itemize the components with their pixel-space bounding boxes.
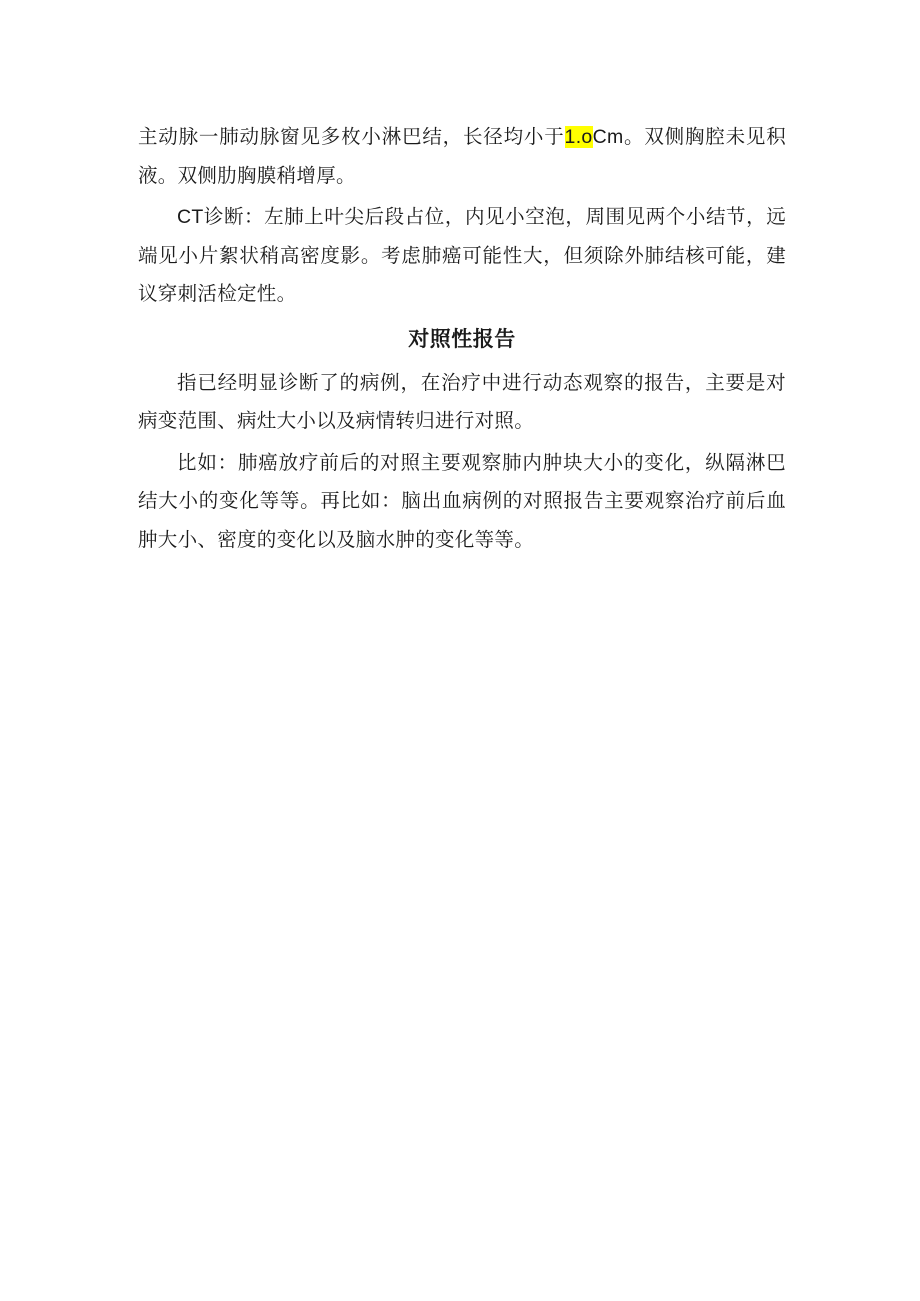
ct-label: CT (177, 206, 204, 228)
paragraph-ct-findings (138, 118, 786, 195)
diagnosis-text: 诊断：左肺上叶尖后段占位，内见小空泡，周围见两个小结节，远端见小片絮状稍高密度影。考虑肺癌可能性大，但须除外肺结核可能，建议穿刺活检定性。 (138, 205, 786, 305)
unit-text: Cm (592, 126, 624, 148)
paragraph-examples: 比如：肺癌放疗前后的对照主要观察肺内肿块大小的变化，纵隔淋巴结大小的变化等等。再比如：脑出血病例的对照报告主要观察治疗前后血肿大小、密度的变化以及脑水肿的变化等等。 (138, 450, 786, 551)
findings-text: 主动脉一肺动脉窗见多枚小淋巴结，长径均小于 (138, 125, 565, 148)
document-page (138, 118, 786, 559)
section-heading: 对照性报告 (408, 326, 516, 351)
paragraph-ct-diagnosis (138, 198, 786, 314)
paragraph-definition: 指已经明显诊断了的病例，在治疗中进行动态观察的报告，主要是对病变范围、病灶大小以及病情转归进行对照。 (138, 370, 786, 432)
highlighted-value: 1.o (564, 126, 593, 148)
findings-text-continued: 。双侧胸腔未见积液。双侧肋胸膜稍增厚。 (138, 125, 786, 187)
